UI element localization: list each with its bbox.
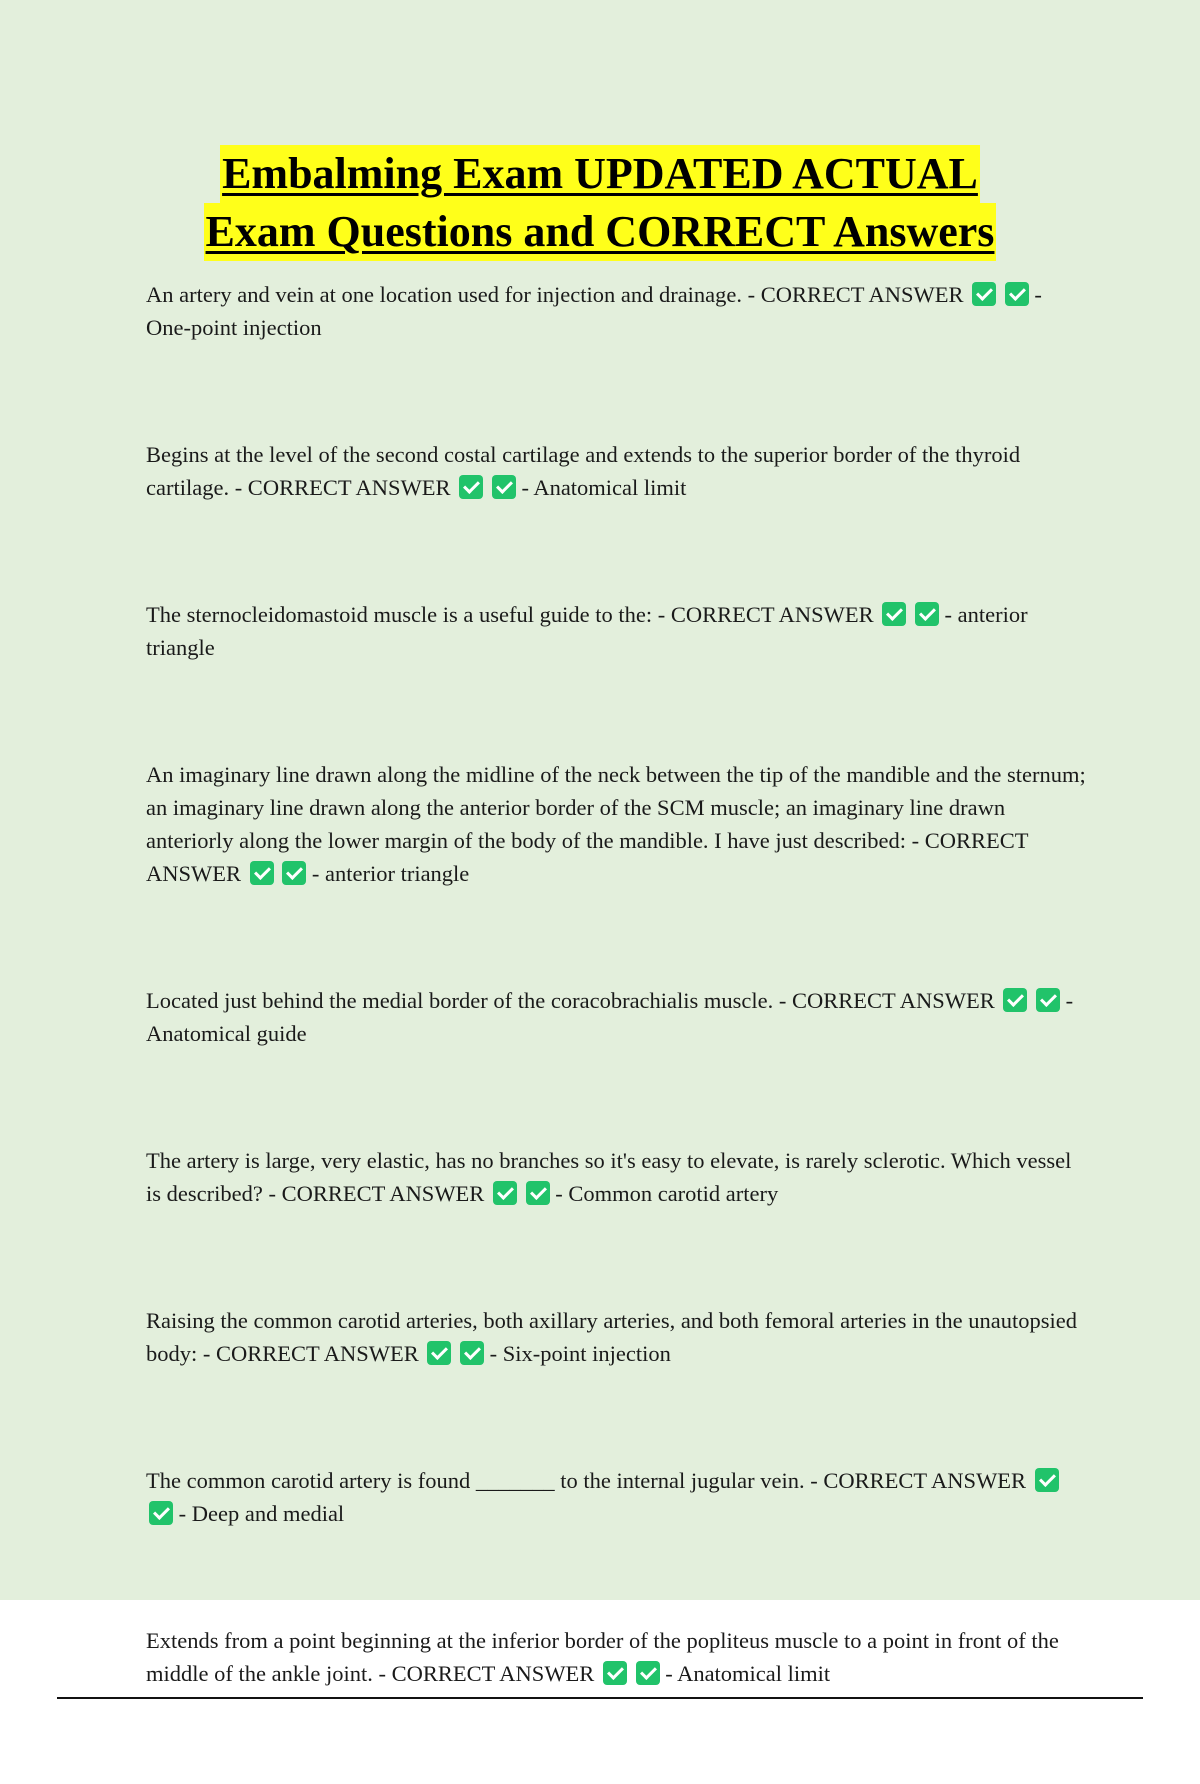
title-line-1: Embalming Exam UPDATED ACTUAL bbox=[220, 145, 980, 203]
question-text: The common carotid artery is found _______ to the internal jugular vein. - CORRECT ANSWER bbox=[146, 1468, 1027, 1493]
qa-item bbox=[146, 278, 1091, 344]
check-icon bbox=[250, 861, 274, 885]
qa-item bbox=[146, 1624, 1091, 1690]
qa-item bbox=[146, 1144, 1091, 1210]
question-text: Extends from a point beginning at the inferior border of the popliteus muscle to a point in front of the middle of the ankle joint. - CORRECT ANSWER bbox=[146, 1628, 1059, 1686]
question-text: The artery is large, very elastic, has no branches so it's easy to elevate, is rarely sclerotic. Which vessel is described? - CORRECT ANSWER bbox=[146, 1148, 1072, 1206]
answer-text: - anterior triangle bbox=[311, 861, 470, 886]
check-icon bbox=[1035, 1468, 1059, 1492]
answer-text: - Common carotid artery bbox=[555, 1181, 779, 1206]
answer-text: - Deep and medial bbox=[178, 1501, 345, 1526]
check-icon bbox=[882, 602, 906, 626]
check-icon bbox=[915, 602, 939, 626]
answer-text: - Anatomical guide bbox=[146, 988, 1074, 1046]
check-icon bbox=[282, 861, 306, 885]
check-icon bbox=[1005, 282, 1029, 306]
question-text: Begins at the level of the second costal cartilage and extends to the superior border of the thyroid cartilage. - CORRECT ANSWER bbox=[146, 442, 1021, 500]
qa-item bbox=[146, 1304, 1091, 1370]
answer-text: - Anatomical limit bbox=[521, 475, 687, 500]
check-icon bbox=[1003, 988, 1027, 1012]
title-line-2: Exam Questions and CORRECT Answers bbox=[204, 203, 997, 261]
check-icon bbox=[492, 475, 516, 499]
answer-text: - Anatomical limit bbox=[665, 1661, 831, 1686]
check-icon bbox=[460, 1341, 484, 1365]
check-icon bbox=[636, 1661, 660, 1685]
question-text: The sternocleidomastoid muscle is a useful guide to the: - CORRECT ANSWER bbox=[146, 602, 874, 627]
footer-divider bbox=[57, 1697, 1143, 1699]
check-icon bbox=[603, 1661, 627, 1685]
check-icon bbox=[972, 282, 996, 306]
qa-item bbox=[146, 438, 1091, 504]
qa-item bbox=[146, 1464, 1091, 1530]
answer-text: - Six-point injection bbox=[489, 1341, 671, 1366]
check-icon bbox=[1036, 988, 1060, 1012]
qa-item bbox=[146, 984, 1091, 1050]
qa-item bbox=[146, 598, 1091, 664]
document-title bbox=[0, 145, 1200, 261]
check-icon bbox=[427, 1341, 451, 1365]
qa-list bbox=[146, 278, 1091, 1784]
question-text: Located just behind the medial border of the coracobrachialis muscle. - CORRECT ANSWER bbox=[146, 988, 995, 1013]
question-text: An imaginary line drawn along the midline of the neck between the tip of the mandible and the sternum; an imaginary line drawn along the anterior border of the SCM muscle; an imaginary line drawn anteriorly along the lower margin of the body of the mandible. I have just described: - CORRECT ANSWER bbox=[146, 762, 1086, 886]
check-icon bbox=[526, 1181, 550, 1205]
answer-text: - One-point injection bbox=[146, 282, 1042, 340]
qa-item bbox=[146, 758, 1091, 890]
question-text: Raising the common carotid arteries, both axillary arteries, and both femoral arteries in the unautopsied body: - CORRECT ANSWER bbox=[146, 1308, 1077, 1366]
check-icon bbox=[493, 1181, 517, 1205]
check-icon bbox=[459, 475, 483, 499]
check-icon bbox=[149, 1501, 173, 1525]
answer-text: - anterior triangle bbox=[146, 602, 1028, 660]
question-text: An artery and vein at one location used for injection and drainage. - CORRECT ANSWER bbox=[146, 282, 964, 307]
